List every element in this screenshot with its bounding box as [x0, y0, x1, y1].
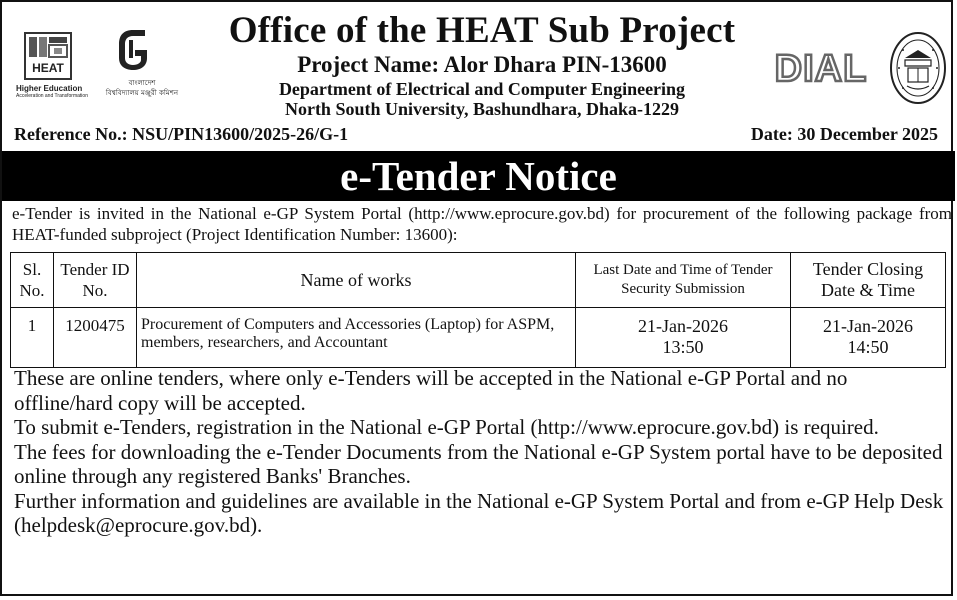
table-row	[11, 308, 946, 368]
dial-logo-icon	[765, 48, 877, 88]
paragraph-registration: To submit e-Tenders, registration in the National e-GP Portal (http://www.eprocure.gov.bd) is required.	[14, 415, 879, 439]
cell-sl: 1	[11, 308, 54, 368]
intro-paragraph: e-Tender is invited in the National e-GP System Portal (http://www.eprocure.gov.bd) for procurement of the following package from HEAT-funded subproject (Project Identification Number: 13600):	[12, 204, 952, 244]
header-last-date: Last Date and Time of Tender Security Submission	[576, 253, 791, 308]
last-date-value: 21-Jan-2026	[638, 316, 728, 336]
last-time-value: 13:50	[662, 337, 704, 357]
cell-closing	[791, 308, 946, 368]
header-name-of-works: Name of works	[137, 253, 576, 308]
heat-logo	[16, 32, 88, 112]
closing-date-value: 21-Jan-2026	[823, 316, 913, 336]
cell-tender-id: 1200475	[54, 308, 137, 368]
table-header-row	[11, 253, 946, 308]
heat-logo-caption	[16, 84, 96, 99]
header-closing: Tender Closing Date & Time	[791, 253, 946, 308]
paragraph-fees: The fees for downloading the e-Tender Documents from the National e-GP System portal have to be deposited online through any registered Banks' Branches.	[14, 439, 943, 488]
notice-banner	[2, 151, 955, 201]
paragraph-help-desk: Further information and guidelines are available in the National e-GP System Portal and from e-GP Help Desk (helpdesk@eprocure.gov.bd).	[14, 488, 944, 537]
university-seal-icon	[889, 30, 947, 106]
cell-last-date	[576, 308, 791, 368]
closing-time-value: 14:50	[847, 337, 889, 357]
notice-date: Date: 30 December 2025	[750, 124, 938, 144]
dial-logo-text: DIAL	[774, 48, 868, 88]
dial-logo	[765, 48, 877, 88]
header-tender-id: Tender ID No.	[54, 253, 137, 308]
heat-subtitle: Higher Education	[16, 84, 83, 93]
paragraph-online-only: These are online tenders, where only e-Tenders will be accepted in the National e-GP Portal and no offline/hard copy will be accepted.	[14, 366, 848, 415]
reference-number: Reference No.: NSU/PIN13600/2025-26/G-1	[14, 124, 349, 144]
tender-table	[10, 252, 946, 368]
university-address: North South University, Bashundhara, Dhaka-1229	[284, 99, 680, 119]
ugc-line1: বাংলাদেশ	[128, 79, 156, 87]
heat-tagline: Acceleration and Transformation	[16, 93, 88, 99]
ugc-line2: বিশ্ববিদ্যালয় মঞ্জুরী কমিশন	[105, 89, 179, 97]
office-title: Office of the HEAT Sub Project	[228, 10, 736, 51]
project-name: Project Name: Alor Dhara PIN-13600	[297, 52, 667, 77]
cell-name-of-works: Procurement of Computers and Accessories (Laptop) for ASPM, members, researchers, and Accountant	[137, 308, 576, 368]
heat-logo-text: HEAT	[32, 61, 64, 75]
notice-body	[14, 366, 948, 538]
heat-logo-icon	[24, 32, 72, 80]
banner-title: e-Tender Notice	[340, 153, 617, 199]
header-sl: Sl. No.	[11, 253, 54, 308]
department-name: Department of Electrical and Computer Engineering	[278, 79, 686, 99]
